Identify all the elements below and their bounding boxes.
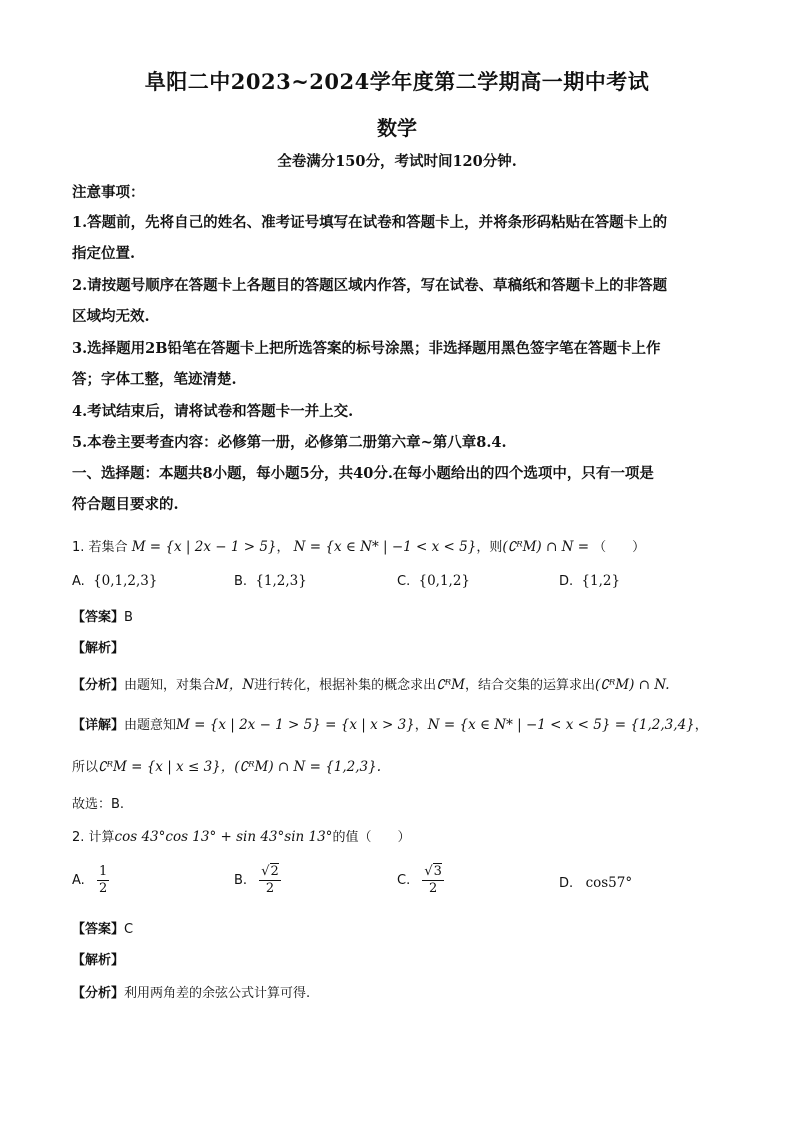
q2-option-b: B. $\frac{√2}{2}$: [234, 864, 279, 896]
q1-choose: 故选：B.: [72, 797, 125, 812]
q1-paren: （ ）: [593, 540, 646, 555]
q1-fenxi: 【分析】由题知，对集合M，N进行转化，根据补集的概念求出∁ᴿM，结合交集的运算求出(∁ᴿM) ∩ N.: [72, 677, 670, 693]
q1-set-m: M = {x | 2x − 1 > 5}: [131, 539, 277, 555]
notice-1b: 指定位置.: [72, 245, 136, 262]
q1-option-a: A. {0,1,2,3}: [72, 573, 158, 589]
sqrt-sign: √: [261, 864, 270, 879]
answer-value: B: [124, 610, 133, 625]
q1-comma: ，: [276, 540, 290, 555]
q2-answer: 【答案】C: [72, 922, 134, 937]
q1-expr: (∁ᴿM) ∩ N =: [502, 539, 589, 555]
notice-2b: 区域均无效.: [72, 308, 150, 325]
fraction: $\frac{1}{2}$: [98, 864, 108, 896]
notice-3b: 答；字体工整，笔迹清楚.: [72, 371, 237, 388]
answer-tag: 【答案】: [72, 610, 125, 625]
notice-3a: 3.选择题用2B铅笔在答题卡上把所选答案的标号涂黑；非选择题用黑色签字笔在答题卡上作: [72, 340, 661, 357]
q2-option-a: A. $\frac{1}{2}$: [72, 864, 108, 896]
q2-fenxi: 【分析】利用两角差的余弦公式计算可得.: [72, 986, 311, 1001]
exam-subject: 数学: [377, 116, 417, 140]
section-heading-1: 一、选择题：本题共8小题，每小题5分，共40分.在每小题给出的四个选项中，只有一项是: [72, 465, 654, 482]
q1-detail: 【详解】由题意知M = {x | 2x − 1 > 5} = {x | x > 3}，N = {x ∈ N* | −1 < x < 5} = {1,2,3,4}，: [72, 717, 708, 733]
fraction: $\frac{√2}{2}$: [261, 864, 279, 896]
q1-set-n: N = {x ∈ N* | −1 < x < 5}: [293, 539, 477, 555]
q2-option-c: C. $\frac{√3}{2}$: [397, 864, 442, 896]
q1-stem: [72, 537, 732, 558]
sqrt-sign: √: [424, 864, 433, 879]
q1-lead: 1. 若集合: [72, 540, 128, 555]
q1-option-b: B. {1,2,3}: [234, 573, 307, 589]
exam-title: 阜阳二中2023~2024学年度第二学期高一期中考试: [144, 69, 650, 94]
q2-option-d: D. cos57°: [559, 875, 633, 891]
notice-heading: 注意事项：: [72, 184, 145, 201]
q1-option-c: C. {0,1,2}: [397, 573, 471, 589]
q1-option-d: D. {1,2}: [559, 573, 621, 589]
q2-stem: 2. 计算cos 43°cos 13° + sin 43°sin 13°的值（ ）: [72, 829, 411, 845]
notice-4: 4.考试结束后，请将试卷和答题卡一并上交.: [72, 403, 354, 420]
notice-5: 5.本卷主要考查内容：必修第一册，必修第二册第六章~第八章8.4.: [72, 434, 507, 451]
q1-answer: [72, 608, 732, 628]
score-time-line: 全卷满分150分，考试时间120分钟.: [277, 153, 517, 170]
q1-then: ，则: [476, 540, 503, 555]
notice-1a: 1.答题前，先将自己的姓名、准考证号填写在试卷和答题卡上，并将条形码粘贴在答题卡上的: [72, 214, 668, 231]
fraction: $\frac{√3}{2}$: [424, 864, 442, 896]
q1-so: 所以∁ᴿM = {x | x ≤ 3}，(∁ᴿM) ∩ N = {1,2,3}.: [72, 759, 382, 775]
section-heading-2: 符合题目要求的.: [72, 496, 179, 513]
q2-analysis-tag: 【解析】: [72, 953, 125, 968]
q1-analysis-tag: 【解析】: [72, 641, 125, 656]
notice-2a: 2.请按题号顺序在答题卡上各题目的答题区域内作答，写在试卷、草稿纸和答题卡上的非答题: [72, 277, 668, 294]
